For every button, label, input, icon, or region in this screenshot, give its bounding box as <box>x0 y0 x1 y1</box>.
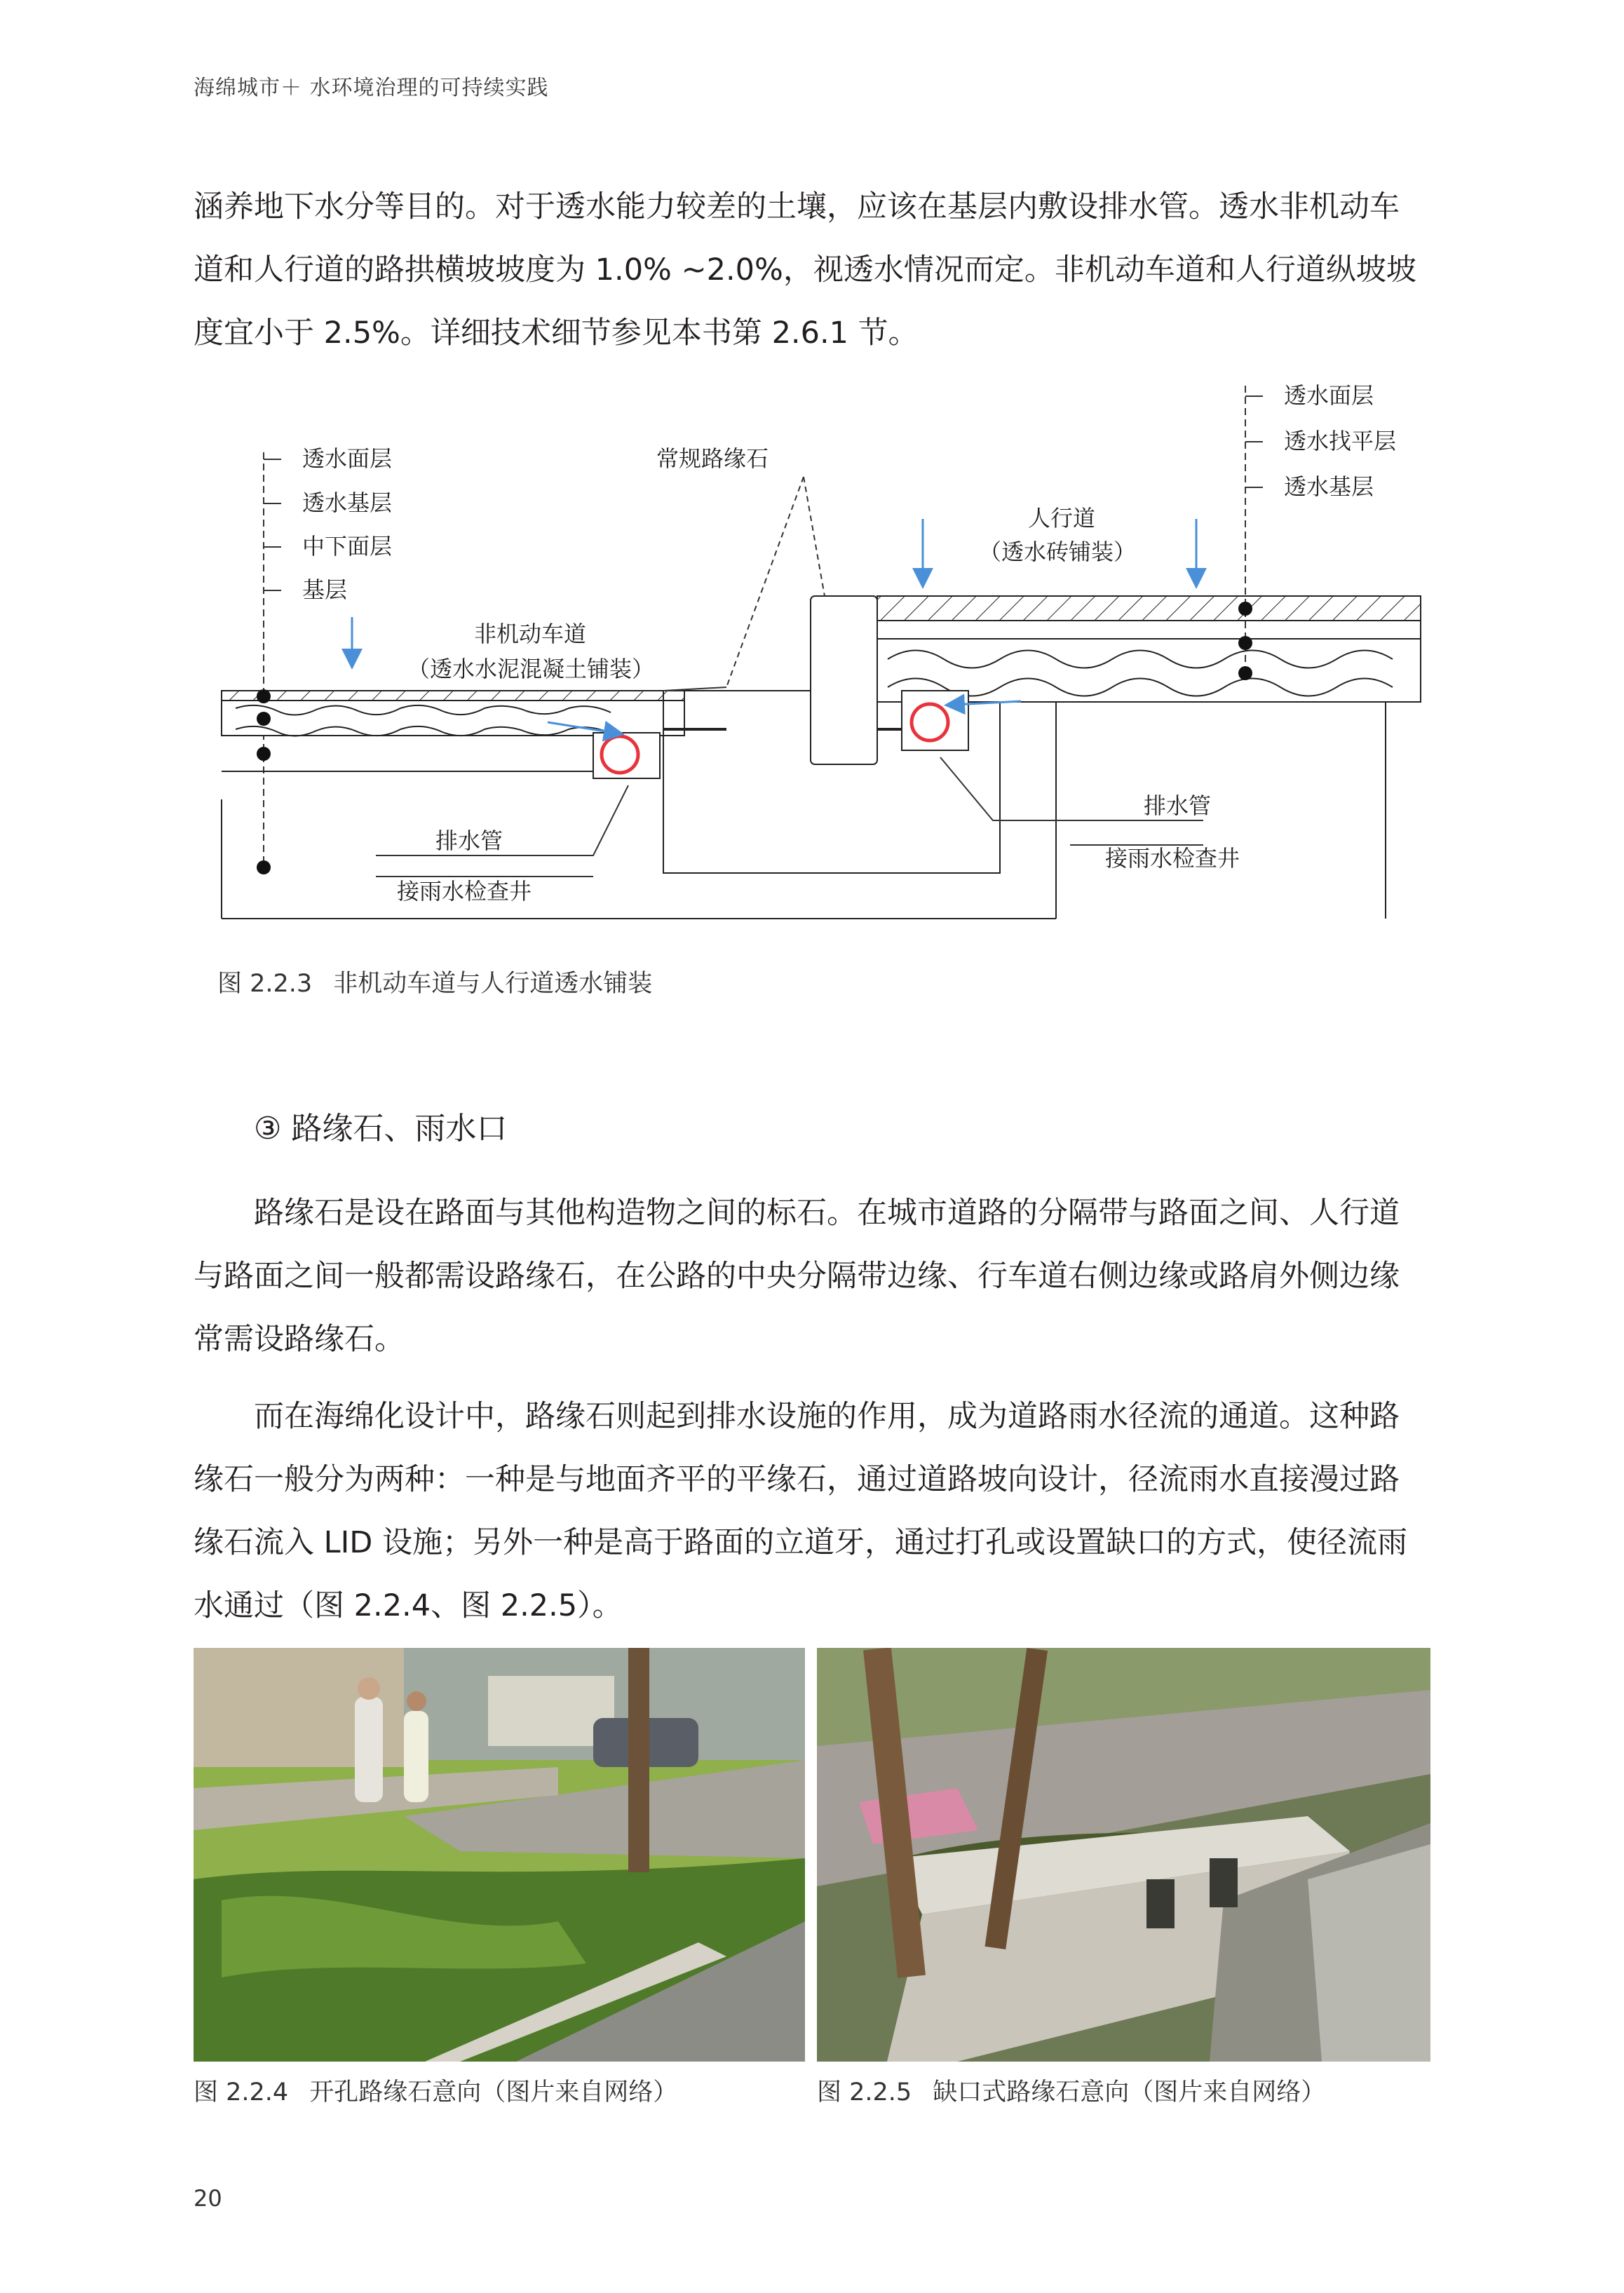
figure-caption-223 <box>217 964 652 999</box>
figure-caption-225 <box>817 2073 1325 2108</box>
pavement-section-diagram <box>194 379 1430 954</box>
label-sidewalk-paving: （透水砖铺装） <box>979 539 1137 565</box>
text-line: 水通过（图 2.2.4、图 2.2.5）。 <box>194 1588 623 1623</box>
label-left-pipe: 排水管 <box>435 827 503 854</box>
paragraph-top <box>194 175 1440 365</box>
label-bike-lane-paving: （透水水泥混凝土铺装） <box>407 656 655 682</box>
text-line: 而在海绵化设计中，路缘石则起到排水设施的作用，成为道路雨水径流的通道。这种路 <box>254 1399 1400 1434</box>
paragraph-curb-definition <box>194 1182 1440 1371</box>
text-line: 缘石流入 LID 设施；另外一种是高于路面的立道牙，通过打孔或设置缺口的方式，使径流雨 <box>194 1525 1408 1560</box>
label-left-layer-3: 中下面层 <box>302 533 393 560</box>
photo-perforated-curb <box>194 1648 805 2062</box>
figure-title: 开孔路缘石意向（图片来自网络） <box>309 2078 678 2106</box>
label-left-layer-4: 基层 <box>302 576 348 603</box>
text-line: 常需设路缘石。 <box>194 1322 405 1357</box>
label-right-pipe: 排水管 <box>1144 792 1212 819</box>
label-right-well: 接雨水检查井 <box>1105 845 1240 872</box>
section-heading: ③ 路缘石、雨水口 <box>254 1111 508 1146</box>
paragraph-sponge-design <box>194 1385 1440 1637</box>
figure-number: 图 2.2.4 <box>194 2078 289 2106</box>
label-right-layer-1: 透水面层 <box>1284 382 1374 409</box>
figure-title: 非机动车道与人行道透水铺装 <box>333 970 653 998</box>
figure-title: 缺口式路缘石意向（图片来自网络） <box>933 2078 1326 2106</box>
text-line: 路缘石是设在路面与其他构造物之间的标石。在城市道路的分隔带与路面之间、人行道 <box>254 1196 1400 1231</box>
text-line: 度宜小于 2.5%。详细技术细节参见本书第 2.6.1 节。 <box>194 316 919 351</box>
photo-notched-curb <box>817 1648 1430 2062</box>
label-bike-lane: 非机动车道 <box>474 621 587 647</box>
text-line: 道和人行道的路拱横坡坡度为 1.0% ~2.0%，视透水情况而定。非机动车道和人行道纵坡坡 <box>194 252 1416 288</box>
label-left-well: 接雨水检查井 <box>397 878 532 905</box>
label-sidewalk: 人行道 <box>1028 505 1096 532</box>
running-header: 海绵城市＋ 水环境治理的可持续实践 <box>194 76 549 100</box>
text-line: 涵养地下水分等目的。对于透水能力较差的土壤，应该在基层内敷设排水管。透水非机动车 <box>194 189 1400 224</box>
label-left-layer-2: 透水基层 <box>302 489 393 516</box>
text-line: 与路面之间一般都需设路缘石，在公路的中央分隔带边缘、行车道右侧边缘或路肩外侧边缘 <box>194 1259 1400 1294</box>
label-right-layer-3: 透水基层 <box>1284 473 1374 500</box>
text-line: 缘石一般分为两种：一种是与地面齐平的平缘石，通过道路坡向设计，径流雨水直接漫过路 <box>194 1462 1400 1497</box>
page-number: 20 <box>194 2185 222 2212</box>
figure-number: 图 2.2.3 <box>217 970 313 998</box>
label-right-layer-2: 透水找平层 <box>1284 428 1397 454</box>
figure-caption-224 <box>194 2073 677 2108</box>
figure-number: 图 2.2.5 <box>817 2078 912 2106</box>
label-curb: 常规路缘石 <box>656 445 769 472</box>
label-left-layer-1: 透水面层 <box>302 445 393 472</box>
